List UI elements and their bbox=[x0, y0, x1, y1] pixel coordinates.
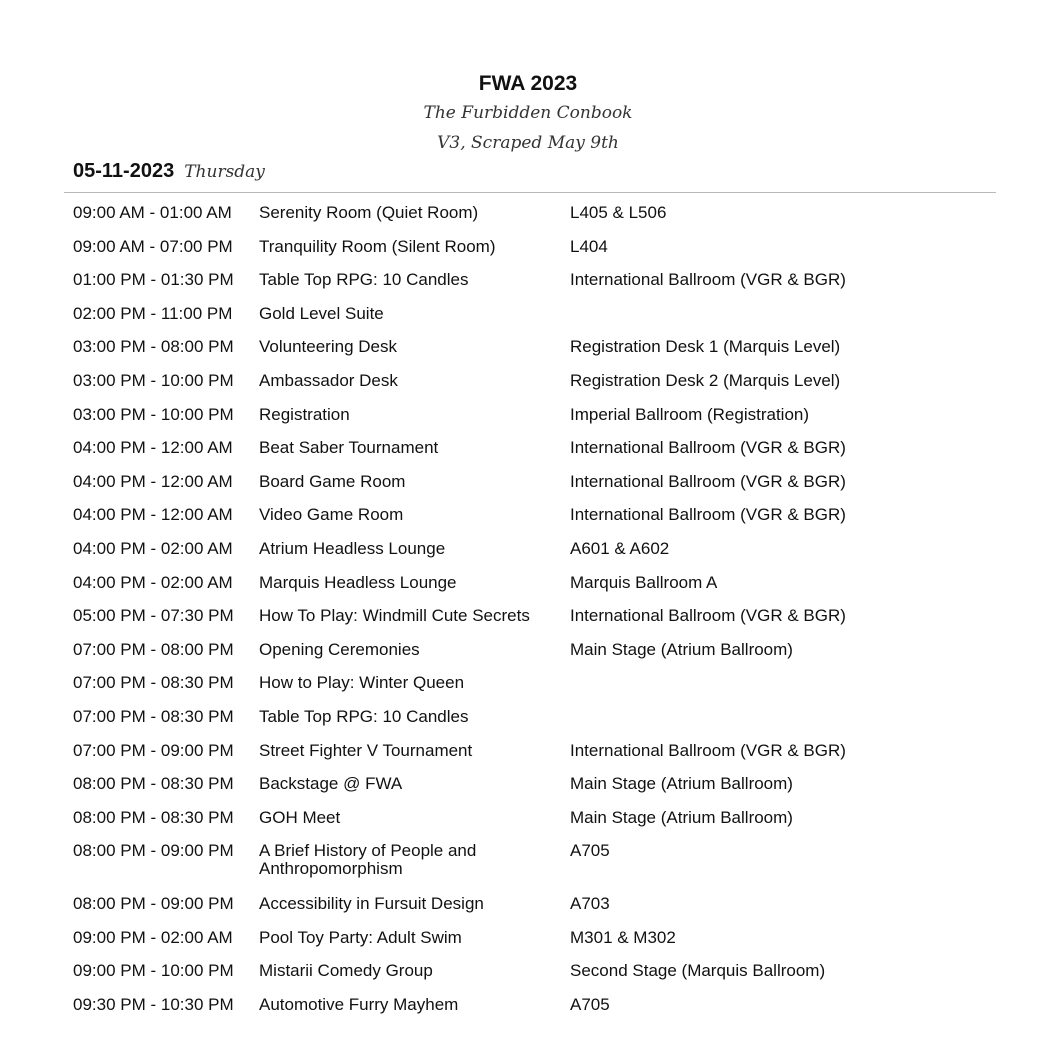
event-name: Automotive Furry Mayhem bbox=[259, 995, 459, 1015]
document-version: V3, Scraped May 9th bbox=[437, 133, 619, 153]
event-time: 07:00 PM - 09:00 PM bbox=[73, 740, 234, 760]
event-name: Accessibility in Fursuit Design bbox=[259, 894, 484, 914]
event-time: 09:30 PM - 10:30 PM bbox=[73, 995, 234, 1015]
schedule-list bbox=[73, 202, 993, 1028]
event-location: A705 bbox=[570, 841, 610, 861]
schedule-row bbox=[73, 336, 993, 370]
event-time: 08:00 PM - 09:00 PM bbox=[73, 894, 234, 914]
event-name: Street Fighter V Tournament bbox=[259, 740, 473, 760]
schedule-row bbox=[73, 538, 993, 572]
schedule-row bbox=[73, 504, 993, 538]
event-name: Table Top RPG: 10 Candles bbox=[259, 270, 469, 290]
schedule-row bbox=[73, 672, 993, 706]
event-name: How To Play: Windmill Cute Secrets bbox=[259, 606, 530, 626]
event-name: A Brief History of People and Anthropomorphism bbox=[259, 841, 477, 878]
schedule-row bbox=[73, 893, 993, 927]
event-time: 03:00 PM - 08:00 PM bbox=[73, 337, 234, 357]
document-title: FWA 2023 bbox=[478, 72, 578, 95]
event-time: 04:00 PM - 12:00 AM bbox=[73, 471, 233, 491]
event-location: International Ballroom (VGR & BGR) bbox=[570, 270, 846, 290]
schedule-row bbox=[73, 202, 993, 236]
event-time: 04:00 PM - 12:00 AM bbox=[73, 505, 233, 525]
schedule-row bbox=[73, 639, 993, 673]
event-name: Tranquility Room (Silent Room) bbox=[259, 236, 496, 256]
schedule-row bbox=[73, 605, 993, 639]
schedule-row bbox=[73, 840, 993, 893]
schedule-row bbox=[73, 404, 993, 438]
event-time: 01:00 PM - 01:30 PM bbox=[73, 270, 234, 290]
event-name: Registration bbox=[259, 404, 350, 424]
schedule-row bbox=[73, 437, 993, 471]
event-time: 07:00 PM - 08:30 PM bbox=[73, 706, 234, 726]
schedule-row bbox=[73, 572, 993, 606]
event-name: Serenity Room (Quiet Room) bbox=[259, 203, 479, 222]
schedule-row bbox=[73, 471, 993, 505]
event-location: Main Stage (Atrium Ballroom) bbox=[570, 807, 793, 827]
event-name: Mistarii Comedy Group bbox=[259, 961, 433, 981]
schedule-row bbox=[73, 927, 993, 961]
event-time: 03:00 PM - 10:00 PM bbox=[73, 370, 234, 390]
event-name: How to Play: Winter Queen bbox=[259, 673, 465, 693]
event-time: 09:00 PM - 10:00 PM bbox=[73, 961, 234, 981]
event-name: Video Game Room bbox=[259, 505, 404, 525]
event-location: L405 & L506 bbox=[570, 203, 667, 222]
event-location: International Ballroom (VGR & BGR) bbox=[570, 438, 846, 458]
day-heading bbox=[73, 160, 265, 183]
event-time: 09:00 AM - 01:00 AM bbox=[73, 203, 232, 222]
schedule-row bbox=[73, 773, 993, 807]
event-location: M301 & M302 bbox=[570, 927, 676, 947]
event-time: 02:00 PM - 11:00 PM bbox=[73, 303, 233, 323]
event-location: Registration Desk 2 (Marquis Level) bbox=[570, 370, 841, 390]
event-name: Marquis Headless Lounge bbox=[259, 572, 457, 592]
event-time: 08:00 PM - 09:00 PM bbox=[73, 841, 234, 861]
event-name: Pool Toy Party: Adult Swim bbox=[259, 927, 462, 947]
event-name: Volunteering Desk bbox=[259, 337, 397, 357]
event-location: A703 bbox=[570, 894, 610, 914]
event-time: 04:00 PM - 02:00 AM bbox=[73, 572, 233, 592]
event-time: 04:00 PM - 12:00 AM bbox=[73, 438, 233, 458]
schedule-row bbox=[73, 370, 993, 404]
event-time: 07:00 PM - 08:30 PM bbox=[73, 673, 234, 693]
event-location: Second Stage (Marquis Ballroom) bbox=[570, 961, 826, 981]
event-location: L404 bbox=[570, 236, 608, 256]
event-location: International Ballroom (VGR & BGR) bbox=[570, 740, 846, 760]
day-date: 05-11-2023 bbox=[73, 160, 175, 182]
schedule-row bbox=[73, 269, 993, 303]
schedule-row bbox=[73, 807, 993, 841]
event-name: Backstage @ FWA bbox=[259, 774, 403, 794]
event-time: 04:00 PM - 02:00 AM bbox=[73, 538, 233, 558]
event-name: GOH Meet bbox=[259, 807, 341, 827]
event-time: 03:00 PM - 10:00 PM bbox=[73, 404, 234, 424]
event-location: A705 bbox=[570, 995, 610, 1015]
schedule-row bbox=[73, 303, 993, 337]
event-location: Main Stage (Atrium Ballroom) bbox=[570, 639, 793, 659]
event-location: International Ballroom (VGR & BGR) bbox=[570, 606, 846, 626]
event-name: Opening Ceremonies bbox=[259, 639, 420, 659]
event-time: 09:00 PM - 02:00 AM bbox=[73, 927, 233, 947]
event-name: Board Game Room bbox=[259, 471, 406, 491]
event-name: Atrium Headless Lounge bbox=[259, 538, 446, 558]
document-subtitle: The Furbidden Conbook bbox=[423, 103, 633, 123]
event-name: Gold Level Suite bbox=[259, 303, 384, 323]
schedule-row bbox=[73, 740, 993, 774]
event-time: 05:00 PM - 07:30 PM bbox=[73, 606, 234, 626]
event-location: Registration Desk 1 (Marquis Level) bbox=[570, 337, 841, 357]
event-location: Imperial Ballroom (Registration) bbox=[570, 404, 810, 424]
document-header bbox=[0, 70, 1056, 158]
event-location: Main Stage (Atrium Ballroom) bbox=[570, 774, 793, 794]
event-name: Table Top RPG: 10 Candles bbox=[259, 706, 469, 726]
event-name: Beat Saber Tournament bbox=[259, 438, 439, 458]
schedule-row bbox=[73, 960, 993, 994]
event-time: 09:00 AM - 07:00 PM bbox=[73, 236, 233, 256]
event-time: 07:00 PM - 08:00 PM bbox=[73, 639, 234, 659]
event-name: Ambassador Desk bbox=[259, 370, 398, 390]
event-location: A601 & A602 bbox=[570, 538, 670, 558]
schedule-row bbox=[73, 706, 993, 740]
day-divider bbox=[64, 192, 996, 193]
event-location: International Ballroom (VGR & BGR) bbox=[570, 505, 846, 525]
schedule-row bbox=[73, 236, 993, 270]
event-location: Marquis Ballroom A bbox=[570, 572, 718, 592]
day-weekday: Thursday bbox=[184, 162, 265, 182]
schedule-row bbox=[73, 994, 993, 1028]
event-time: 08:00 PM - 08:30 PM bbox=[73, 774, 234, 794]
event-time: 08:00 PM - 08:30 PM bbox=[73, 807, 234, 827]
event-location: International Ballroom (VGR & BGR) bbox=[570, 471, 846, 491]
